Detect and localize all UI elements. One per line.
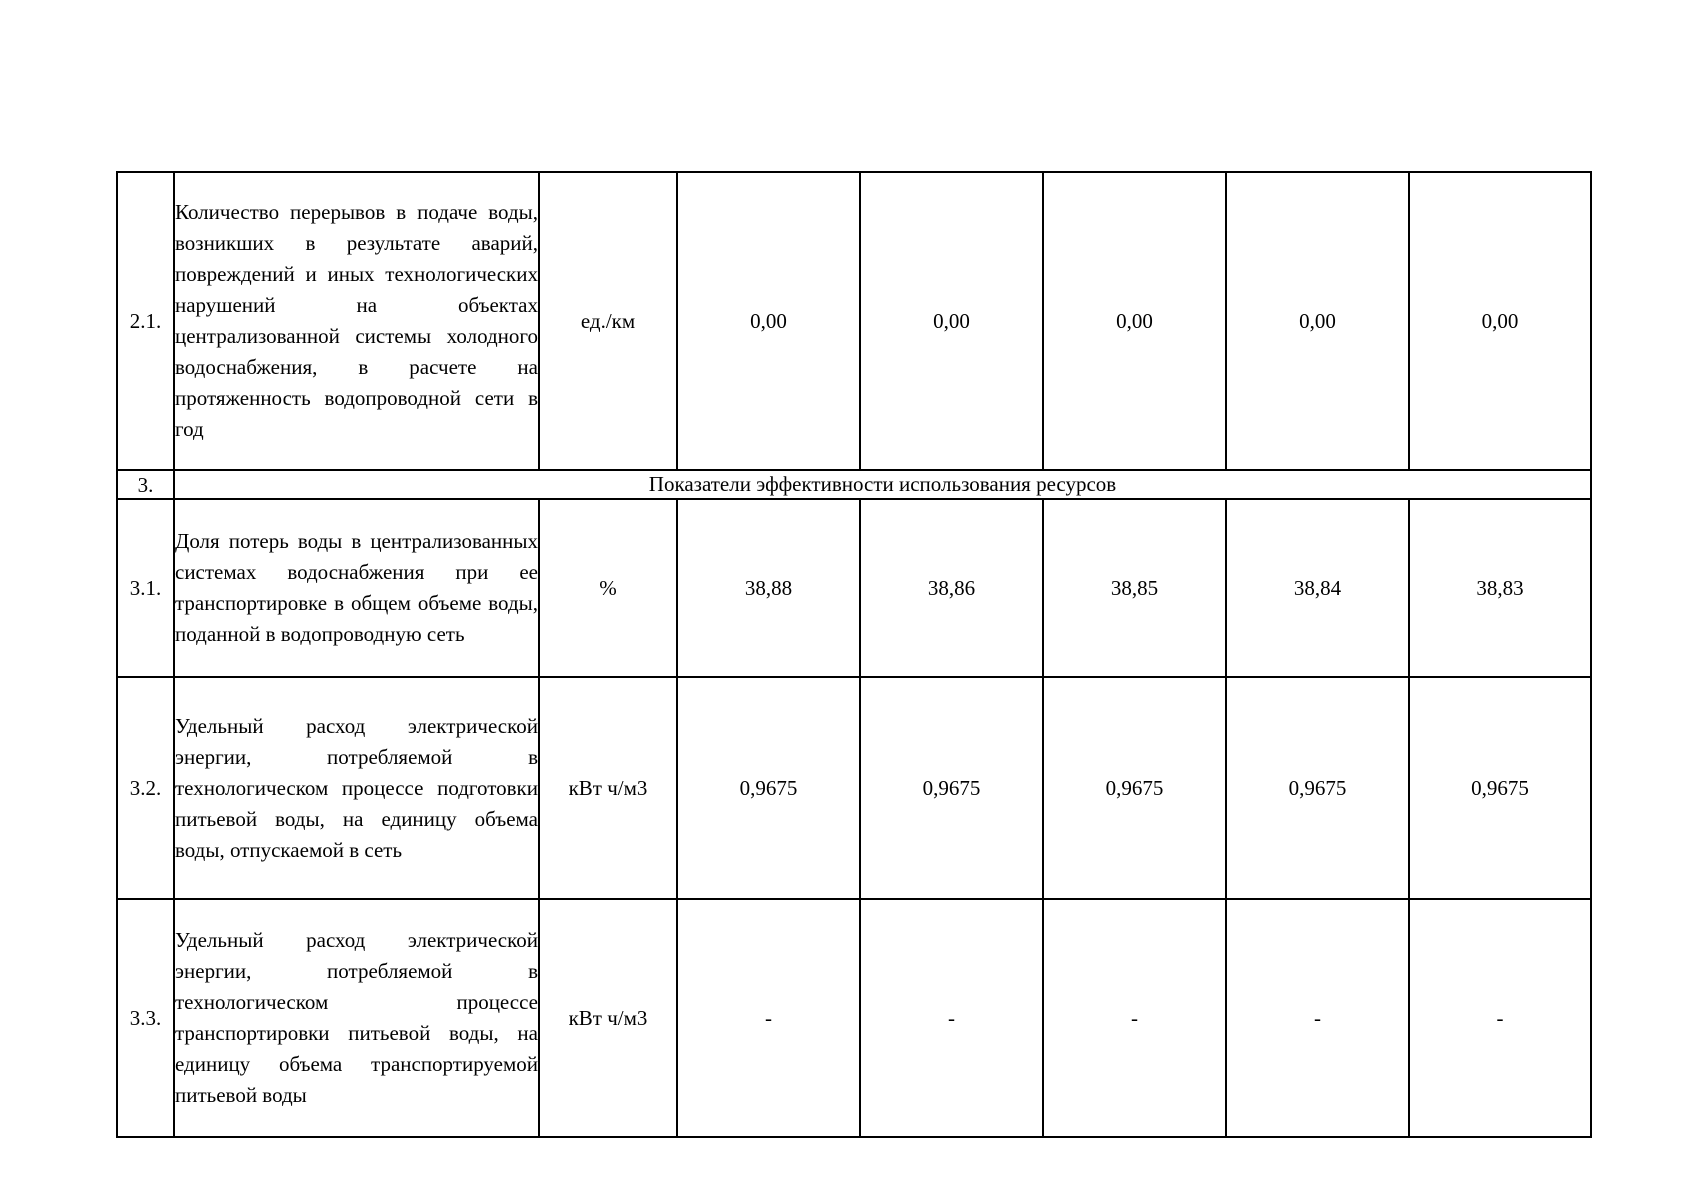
- value-cell: 38,84: [1226, 499, 1409, 677]
- indicators-table: [116, 171, 1592, 1138]
- unit-cell: ед./км: [539, 172, 677, 470]
- row-number: 3.2.: [117, 677, 174, 899]
- value-cell: 0,00: [860, 172, 1043, 470]
- value-cell: -: [677, 899, 860, 1137]
- row-number: 2.1.: [117, 172, 174, 470]
- value-cell: 0,9675: [1043, 677, 1226, 899]
- value-cell: 38,88: [677, 499, 860, 677]
- value-cell: 0,9675: [677, 677, 860, 899]
- value-cell: 0,00: [1409, 172, 1591, 470]
- indicator-description: Удельный расход электрической энергии, потребляемой в технологическом процессе транспортировки питьевой воды, на единицу объема транспортируемой питьевой воды: [174, 899, 539, 1137]
- table-row: [117, 499, 1591, 677]
- section-number: 3.: [117, 470, 174, 499]
- value-cell: -: [860, 899, 1043, 1137]
- unit-cell: кВт ч/м3: [539, 677, 677, 899]
- value-cell: 0,00: [1226, 172, 1409, 470]
- value-cell: -: [1409, 899, 1591, 1137]
- value-cell: 0,9675: [1226, 677, 1409, 899]
- value-cell: 38,85: [1043, 499, 1226, 677]
- value-cell: 0,9675: [1409, 677, 1591, 899]
- indicator-description: Удельный расход электрической энергии, потребляемой в технологическом процессе подготовки питьевой воды, на единицу объема воды, отпускаемой в сеть: [174, 677, 539, 899]
- row-number: 3.3.: [117, 899, 174, 1137]
- unit-cell: кВт ч/м3: [539, 899, 677, 1137]
- value-cell: 0,00: [677, 172, 860, 470]
- value-cell: 38,83: [1409, 499, 1591, 677]
- section-row: [117, 470, 1591, 499]
- indicator-description: Количество перерывов в подаче воды, возникших в результате аварий, повреждений и иных технологических нарушений на объектах централизованной системы холодного водоснабжения, в расчете на протяженность водопроводной сети в год: [174, 172, 539, 470]
- table-row: [117, 677, 1591, 899]
- row-number: 3.1.: [117, 499, 174, 677]
- indicator-description: Доля потерь воды в централизованных системах водоснабжения при ее транспортировке в общем объеме воды, поданной в водопроводную сеть: [174, 499, 539, 677]
- table-row: [117, 172, 1591, 470]
- value-cell: -: [1043, 899, 1226, 1137]
- value-cell: 0,9675: [860, 677, 1043, 899]
- value-cell: 38,86: [860, 499, 1043, 677]
- value-cell: 0,00: [1043, 172, 1226, 470]
- value-cell: -: [1226, 899, 1409, 1137]
- section-title: Показатели эффективности использования ресурсов: [174, 470, 1591, 499]
- table-row: [117, 899, 1591, 1137]
- unit-cell: %: [539, 499, 677, 677]
